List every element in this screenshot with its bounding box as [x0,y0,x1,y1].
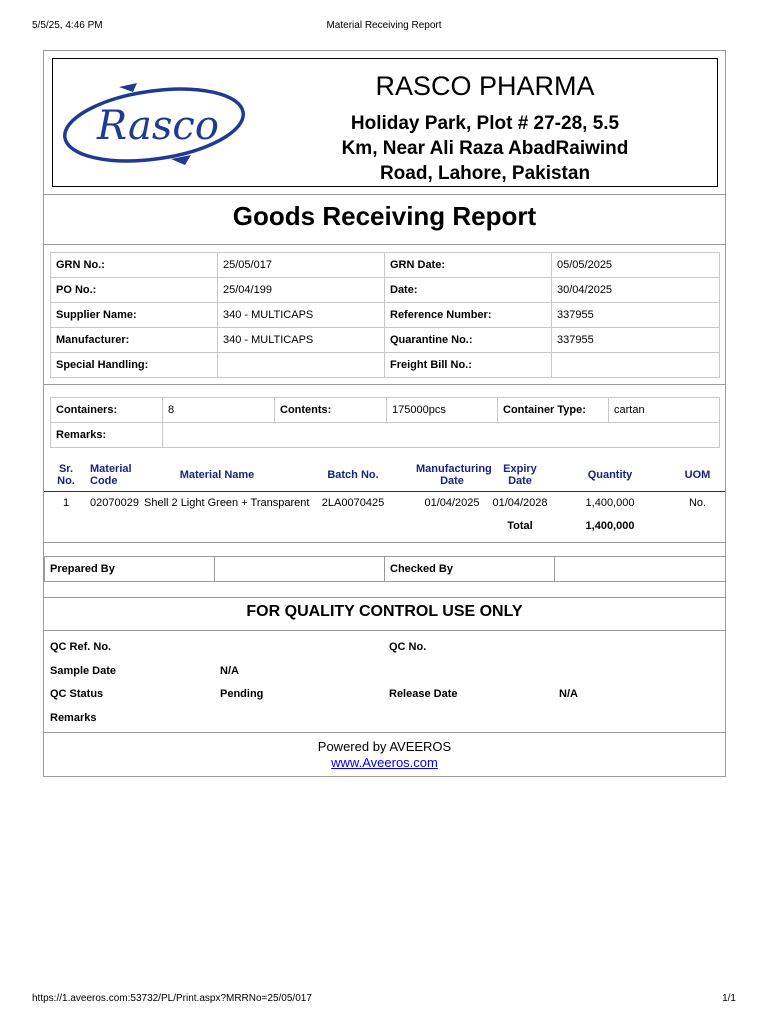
containers-label: Containers: [51,398,163,423]
freight-bill-value [552,353,720,378]
divider [44,630,725,631]
aveeros-link[interactable]: www.Aveeros.com [331,755,438,770]
print-title: Material Receiving Report [326,20,442,31]
address-line-2: Km, Near Ali Raza AbadRaiwind [341,138,629,159]
supplier-name-label: Supplier Name: [51,303,218,328]
divider [44,597,725,598]
divider [44,194,725,195]
total-value: 1,400,000 [585,520,635,532]
col-mfg-date: Manufacturing Date [414,459,490,491]
divider [44,542,725,543]
containers-table [50,397,720,448]
report-container [43,50,726,777]
supplier-name-value: 340 - MULTICAPS [218,303,385,328]
special-handling-value [218,353,385,378]
cell-material-code: 02070029 [90,497,139,510]
qc-status-value: Pending [220,688,264,700]
table-row [51,253,720,278]
grn-info-table [50,252,720,378]
total-row [44,515,725,537]
manufacturer-value: 340 - MULTICAPS [218,328,385,353]
release-date-value: N/A [559,688,578,700]
sample-date-value: N/A [220,665,239,677]
powered-by-text: Powered by AVEEROS [317,739,452,754]
table-row [51,278,720,303]
logo-text: Rasco [97,103,219,149]
divider [44,244,725,245]
prepared-by-label: Prepared By [45,557,215,582]
grn-no-label: GRN No.: [51,253,218,278]
reference-number-value: 337955 [552,303,720,328]
sample-date-label: Sample Date [50,665,117,677]
grn-date-value: 05/05/2025 [552,253,720,278]
checked-by-label: Checked By [385,557,555,582]
quarantine-no-label: Quarantine No.: [385,328,552,353]
col-quantity: Quantity [550,459,670,491]
table-row [51,303,720,328]
col-uom: UOM [670,459,725,491]
divider [44,732,725,733]
cell-quantity: 1,400,000 [585,497,635,510]
qc-no-label: QC No. [389,641,427,653]
materials-table [44,459,725,537]
company-address [265,111,705,186]
col-batch-no: Batch No. [292,459,414,491]
table-row [51,398,720,423]
cell-material-name: Shell 2 Light Green + Transparent [144,497,310,510]
special-handling-label: Special Handling: [51,353,218,378]
release-date-label: Release Date [389,688,458,700]
company-header [52,58,718,187]
qc-remarks-label: Remarks [50,712,97,724]
reference-number-label: Reference Number: [385,303,552,328]
qc-section-title: FOR QUALITY CONTROL USE ONLY [246,603,523,620]
remarks-label: Remarks: [51,423,163,448]
table-row [51,423,720,448]
cell-mfg-date: 01/04/2025 [424,497,480,510]
col-material-name: Material Name [142,459,292,491]
cell-batch: 2LA0070425 [321,497,385,510]
containers-value: 8 [163,398,275,423]
grn-no-value: 25/05/017 [218,253,385,278]
container-type-value: cartan [609,398,720,423]
table-row [45,557,726,582]
total-label: Total [507,520,533,532]
cell-expiry-date: 01/04/2028 [492,497,548,510]
remarks-value [163,423,720,448]
address-line-1: Holiday Park, Plot # 27-28, 5.5 [350,113,620,134]
prepared-by-value [215,557,385,582]
po-no-label: PO No.: [51,278,218,303]
print-url: https://1.aveeros.com:53732/PL/Print.aspx?MRRNo=25/05/017 [32,993,312,1004]
table-row [44,491,725,515]
address-line-3: Road, Lahore, Pakistan [379,163,591,184]
freight-bill-label: Freight Bill No.: [385,353,552,378]
print-header [32,20,736,34]
col-expiry-date: Expiry Date [490,459,550,491]
po-no-value: 25/04/199 [218,278,385,303]
powered-by-footer [44,739,725,771]
table-row [51,353,720,378]
rasco-logo [59,79,249,169]
divider [44,384,725,385]
quarantine-no-value: 337955 [552,328,720,353]
date-label: Date: [385,278,552,303]
qc-ref-no-label: QC Ref. No. [50,641,112,653]
table-header-row [44,459,725,491]
contents-value: 175000pcs [387,398,498,423]
grn-date-label: GRN Date: [385,253,552,278]
checked-by-value [555,557,726,582]
container-type-label: Container Type: [498,398,609,423]
qc-status-label: QC Status [50,688,104,700]
manufacturer-label: Manufacturer: [51,328,218,353]
cell-sr: 1 [62,497,70,510]
cell-uom: No. [688,497,707,510]
report-title: Goods Receiving Report [232,201,537,231]
table-row [51,328,720,353]
col-material-code: Material Code [88,459,142,491]
print-timestamp: 5/5/25, 4:46 PM [32,20,103,31]
print-footer [32,993,736,1007]
col-sr-no: Sr. No. [44,459,88,491]
print-page-number: 1/1 [722,993,736,1004]
contents-label: Contents: [275,398,387,423]
signature-table [44,556,726,582]
date-value: 30/04/2025 [552,278,720,303]
company-name: RASCO PHARMA [375,71,595,101]
